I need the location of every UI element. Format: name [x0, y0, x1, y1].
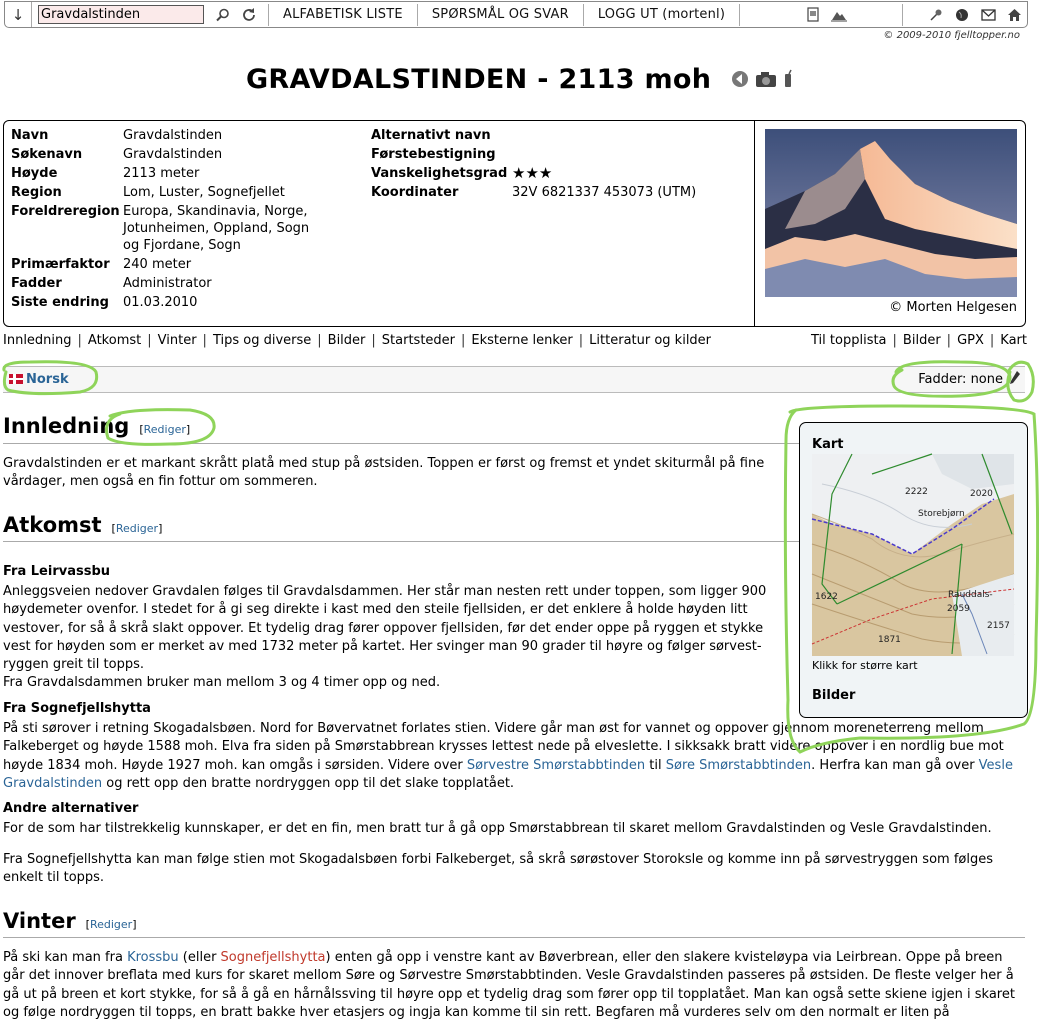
info-value: 32V 6821337 453073 (UTM)	[512, 185, 697, 200]
nav-link-vinter[interactable]: Vinter	[157, 333, 197, 348]
link-sorvestre-smorstabbtinden[interactable]: Sørvestre Smørstabbtinden	[466, 757, 646, 773]
vinter-text	[3, 949, 1027, 1020]
page-title-text: GRAVDALSTINDEN - 2113 moh	[245, 64, 712, 95]
nav-link-tips[interactable]: Tips og diverse	[212, 333, 312, 348]
heading-vinter	[3, 909, 137, 933]
edit-link[interactable]: [Rediger]	[111, 522, 163, 535]
text: og rett opp den bratte nordryggen opp til det slake topplatået.	[102, 775, 515, 791]
info-label: Førstebestigning	[371, 147, 496, 162]
text: På ski kan man fra	[3, 950, 128, 965]
map-label: 2222	[905, 487, 928, 497]
top-toolbar	[4, 1, 1028, 28]
info-label: Siste endring	[11, 295, 109, 310]
info-table-left	[11, 126, 318, 312]
gps-icon[interactable]	[783, 70, 793, 92]
info-label: Region	[11, 185, 62, 200]
nav-link-gpx[interactable]: GPX	[957, 333, 984, 348]
nav-link-startsteder[interactable]: Startsteder	[381, 333, 456, 348]
atkomst-para-4: Fra Sognefjellshytta kan man følge stien mot Skogadalsbøen forbi Falkeberget, så skrå sørøstover Storoksle og komme inn på sørvestryggen som følges enkelt til topps.	[3, 852, 993, 886]
divider	[3, 937, 1025, 938]
edit-link[interactable]: [Rediger]	[139, 423, 191, 436]
edit-link-text: Rediger	[89, 918, 133, 931]
divider	[268, 4, 269, 26]
info-value: Gravdalstinden	[123, 147, 223, 162]
map-label: 1871	[878, 635, 901, 645]
document-icon[interactable]	[802, 5, 824, 25]
map-label: Storebjørn	[918, 509, 965, 519]
nav-link-litteratur[interactable]: Litteratur og kilder	[589, 333, 712, 348]
text: til	[645, 757, 666, 773]
pin-icon[interactable]	[925, 5, 947, 25]
divider	[739, 4, 740, 26]
map-label: 1622	[815, 592, 838, 602]
subheading-leirvassbu: Fra Leirvassbu	[3, 564, 111, 579]
text: ) enten gå opp i venstre kant av Bøverbrean, eller den slakere kvisteløypa via Leirbrean. Oppe på breen går det innover breflata med kurs for skaret mellom Søre og Sørvestre Smørstabbtinden. Vesle Gravdalstinden passeres på østsiden. De fleste velger her å gå ut på breen et kort stykke, for så å gå en hårnålssving til høyre opp et tydelig drag som fører opp til topplatået. Man kan også sette skiene igjen i skaret og følge nordryggen til topps, en bratt bakke hver etasjers og ingja kan komme til sin rett. Begfaren må vurderes selv om den normalt er liten på	[3, 950, 1015, 1020]
atkomst-para-1: Anleggsveien nedover Gravdalen følges til Gravdalsdammen. Her står man nesten rett under toppen, som ligger 900 høydemeter ovenfor. I stedet for å gi seg direkte i kast med den steile fjellsiden, er det enklere å holde høyden litt vestover, for så å skrå slakt oppover. Et tydelig drag fører oppover fjellsiden, før det ender oppe på ryggen et stykke vest for høyden som er merket av med 1732 meter på kartet. Her svinger man 90 grader til høyre og følger sørvest-ryggen greit til topps.	[3, 584, 767, 673]
info-value: Europa, Skandinavia, Norge, Jotunheimen, Oppland, Sogn og Fjordane, Sogn	[123, 204, 310, 253]
heading-atkomst-text: Atkomst	[3, 513, 102, 537]
search-input[interactable]	[38, 5, 204, 24]
menu-alphabetical-list[interactable]: ALFABETISK LISTE	[283, 7, 403, 22]
info-label: Alternativt navn	[371, 128, 491, 143]
info-label: Primærfaktor	[11, 257, 110, 272]
mountain-photo[interactable]	[765, 129, 1017, 297]
difficulty-stars: ★★★	[512, 164, 553, 182]
divider	[417, 4, 418, 26]
info-value: Lom, Luster, Sognefjellet	[123, 185, 285, 200]
info-label: Koordinater	[371, 185, 459, 200]
pencil-icon[interactable]	[1009, 370, 1021, 390]
menu-logout[interactable]: LOGG UT (mortenl)	[597, 7, 726, 22]
map-bilder-heading: Bilder	[812, 688, 856, 703]
refresh-icon[interactable]	[238, 5, 260, 25]
nav-link-atkomst[interactable]: Atkomst	[87, 333, 142, 348]
info-value	[512, 145, 696, 164]
info-value	[512, 126, 696, 145]
link-sore-smorstabbtinden[interactable]: Søre Smørstabbtinden	[665, 757, 812, 773]
info-label: Foreldreregion	[11, 204, 120, 219]
info-box	[3, 120, 1026, 327]
text: På sti sørover i retning Skogadalsbøen. Nord for Bøvervatnet forlates stien. Videre går man øst for vannet og oppover gjennom moreneterreng mellom Falkeberget og høyde 1588 moh. Elva fra siden på Smørstabbrean krysses lettest nede på elveslette. I sikksakk bratt videre oppover i en nordlig bue mot høyde 1834 moh. Høyde 1927 moh. kan omgås i sørsiden. Videre over	[3, 721, 1004, 773]
norway-flag-icon	[9, 374, 23, 384]
copyright-text: © 2009-2010 fjelltopper.no	[883, 30, 1020, 41]
divider	[583, 4, 584, 26]
innledning-text: Gravdalstinden er et markant skrått platå med stup på østsiden. Toppen er først og fremst et yndet skiturmål på fine vårdager, men også en fin fottur om sommeren.	[3, 456, 765, 490]
info-label: Navn	[11, 128, 49, 143]
heading-vinter-text: Vinter	[3, 909, 76, 933]
nav-link-bilder-right[interactable]: Bilder	[902, 333, 941, 348]
heading-atkomst	[3, 513, 162, 537]
nav-link-innledning[interactable]: Innledning	[3, 333, 72, 348]
info-value: 240 meter	[123, 257, 192, 272]
link-krossbu[interactable]: Krossbu	[127, 950, 179, 965]
photo-credit: © Morten Helgesen	[889, 300, 1017, 315]
heading-innledning	[3, 414, 190, 438]
info-value: Gravdalstinden	[123, 128, 223, 143]
photo-column	[754, 121, 1025, 326]
map-box	[799, 422, 1028, 718]
mail-icon[interactable]	[977, 5, 999, 25]
info-label: Vanskelighetsgrad	[371, 166, 508, 181]
edit-link-text: Rediger	[143, 423, 186, 436]
language-bar	[3, 366, 1025, 393]
edit-link-text: Rediger	[115, 522, 159, 535]
language-selector[interactable]	[9, 372, 69, 387]
map-label: Rauddals-	[948, 590, 993, 600]
map-label: 2020	[970, 489, 993, 499]
text: . Herfra kan man gå over	[811, 757, 979, 773]
nav-link-topplista[interactable]: Til topplista	[811, 333, 887, 348]
mountain-icon[interactable]	[828, 5, 850, 25]
info-value: 01.03.2010	[123, 295, 198, 310]
nav-link-kart[interactable]: Kart	[1000, 333, 1027, 348]
info-value: 2113 meter	[123, 166, 200, 181]
page-title	[0, 64, 1039, 95]
subheading-sognefjellshytta: Fra Sognefjellshytta	[3, 701, 151, 716]
home-icon[interactable]	[1003, 5, 1025, 25]
search-icon[interactable]	[212, 5, 234, 25]
map-title: Kart	[812, 437, 844, 452]
map-caption[interactable]: Klikk for større kart	[812, 659, 918, 672]
map-label: 2157	[987, 621, 1010, 631]
text: (eller	[178, 950, 221, 965]
atkomst-para-3: For de som har tilstrekkelig kunnskaper, er det en fin, men bratt tur å gå opp Smørstabbrean til skaret mellom Gravdalstinden og Vesle Gravdalstinden.	[3, 821, 992, 836]
nav-link-eksterne-lenker[interactable]: Eksterne lenker	[471, 333, 573, 348]
section-nav: Innledning | Atkomst | Vinter | Tips og diverse | Bilder | Startsteder | Eksterne lenker | Litteratur og kilder	[3, 333, 712, 348]
language-label: Norsk	[26, 372, 69, 387]
nav-link-bilder[interactable]: Bilder	[327, 333, 366, 348]
topo-map[interactable]	[812, 454, 1014, 656]
map-label: 2059	[947, 604, 970, 614]
back-arrow-icon[interactable]	[731, 70, 749, 92]
menu-faq[interactable]: SPØRSMÅL OG SVAR	[431, 7, 569, 22]
link-vesle-gravdalstinden[interactable]: Vesle Gravdalstinden	[3, 757, 1013, 791]
camera-icon[interactable]	[755, 70, 777, 92]
divider	[902, 4, 903, 26]
info-table-right	[371, 126, 696, 202]
subheading-andre-alternativer: Andre alternativer	[3, 801, 139, 816]
info-value: Administrator	[123, 276, 212, 291]
down-arrow-icon[interactable]: ↓	[5, 2, 32, 27]
globe-icon[interactable]	[951, 5, 973, 25]
info-label: Søkenavn	[11, 147, 83, 162]
edit-link[interactable]: [Rediger]	[85, 918, 137, 931]
info-label: Fadder	[11, 276, 62, 291]
page-nav: Til topplista | Bilder | GPX | Kart	[811, 333, 1027, 348]
fadder-label: Fadder: none	[918, 372, 1003, 387]
atkomst-para-2	[3, 720, 1027, 793]
info-label: Høyde	[11, 166, 58, 181]
link-sognefjellshytta[interactable]: Sognefjellshytta	[220, 950, 326, 965]
heading-innledning-text: Innledning	[3, 414, 130, 438]
atkomst-para-1b: Fra Gravdalsdammen bruker man mellom 3 og 4 timer opp og ned.	[3, 675, 441, 690]
